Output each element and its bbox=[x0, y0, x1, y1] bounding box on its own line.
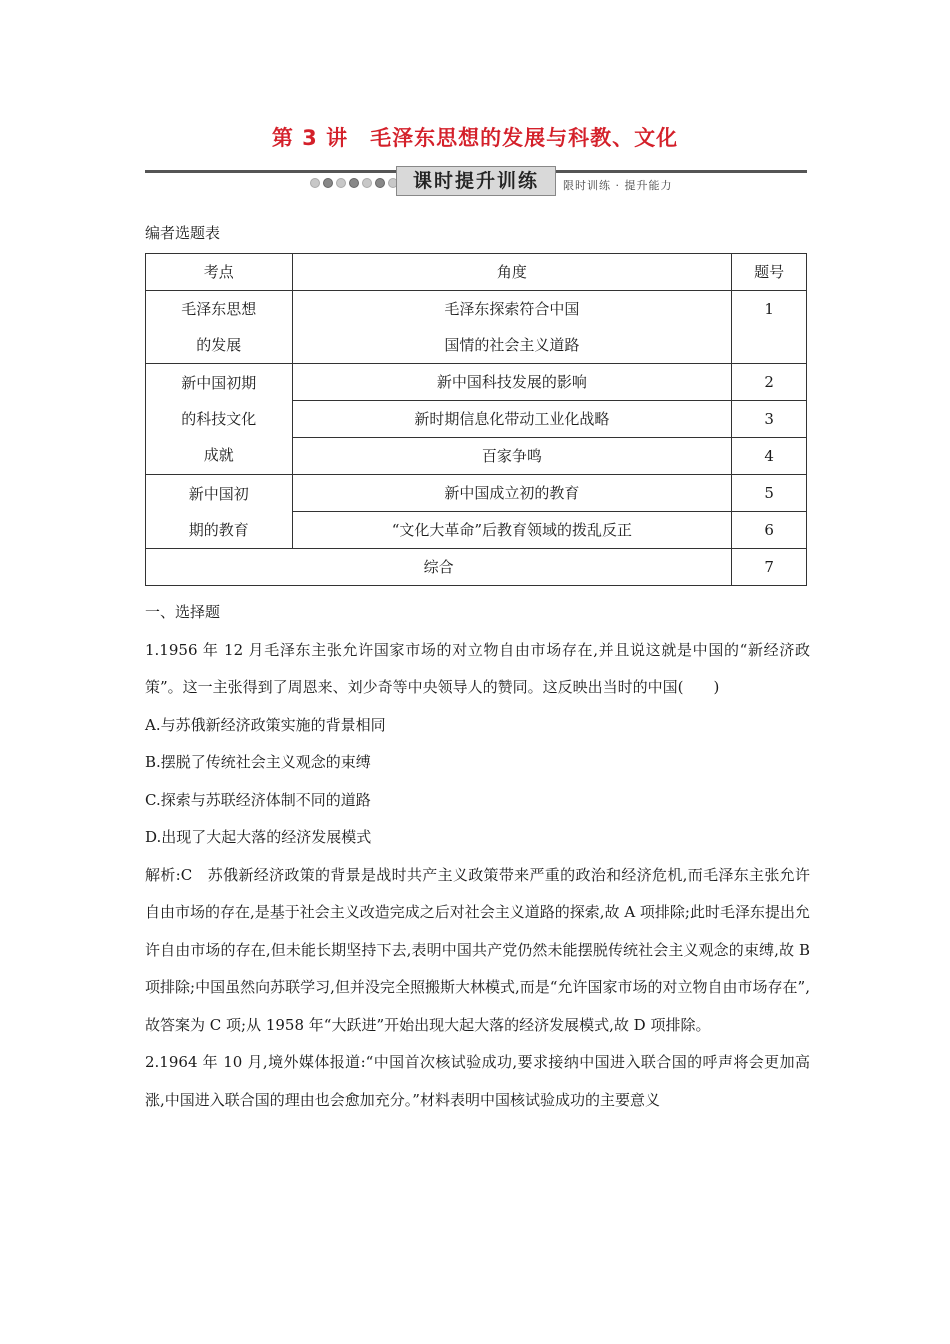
banner-dots-decoration bbox=[310, 178, 398, 188]
topic-cell: 新中国初期 的科技文化 成就 bbox=[146, 364, 293, 475]
question-1-stem: 1.1956 年 12 月毛泽东主张允许国家市场的对立物自由市场存在,并且说这就是中国的“新经济政策”。这一主张得到了周恩来、刘少奇等中央领导人的赞同。这反映出当时的中国( ) bbox=[145, 640, 810, 696]
angle-cell: 新中国科技发展的影响 bbox=[292, 364, 732, 401]
number-cell: 4 bbox=[732, 438, 807, 475]
number-cell: 1 bbox=[732, 291, 807, 364]
table-row bbox=[146, 475, 807, 512]
topic-table bbox=[145, 253, 807, 586]
question-1-analysis: 解析:C 苏俄新经济政策的背景是战时共产主义政策带来严重的政治和经济危机,而毛泽东主张允许自由市场的存在,是基于社会主义改造完成之后对社会主义道路的探索,故 A 项排除;此时毛泽东提出允许自由市场的存在,但未能长期坚持下去,表明中国共产党仍然未能摆脱传统社会主义观念的束缚,故 B 项排除;中国虽然向苏联学习,但并没完全照搬斯大林模式,而是“允许国家市场的对立物自由市场存在”,故答案为 C 项;从 1958 年“大跃进”开始出现大起大落的经济发展模式,故 D 项排除。 bbox=[145, 865, 810, 1034]
question-1-option-a: A.与苏俄新经济政策实施的背景相同 bbox=[145, 715, 386, 734]
banner-title: 课时提升训练 bbox=[396, 166, 556, 196]
header-number: 题号 bbox=[732, 254, 807, 291]
header-angle: 角度 bbox=[292, 254, 732, 291]
page-title: 第 3 讲 毛泽东思想的发展与科教、文化 bbox=[271, 126, 679, 150]
table-row bbox=[146, 291, 807, 364]
section-banner bbox=[145, 166, 807, 198]
topic-cell: 新中国初 期的教育 bbox=[146, 475, 293, 549]
number-cell: 2 bbox=[732, 364, 807, 401]
summary-label: 综合 bbox=[146, 549, 732, 586]
number-cell: 3 bbox=[732, 401, 807, 438]
question-1-option-b: B.摆脱了传统社会主义观念的束缚 bbox=[145, 753, 371, 771]
question-2-stem: 2.1964 年 10 月,境外媒体报道:“中国首次核试验成功,要求接纳中国进入联合国的呼声将会更加高涨,中国进入联合国的理由也会愈加充分。”材料表明中国核试验成功的主要意义 bbox=[145, 1053, 810, 1109]
header-topic: 考点 bbox=[146, 254, 293, 291]
table-row bbox=[146, 364, 807, 401]
section-heading: 一、选择题 bbox=[145, 603, 221, 621]
table-caption: 编者选题表 bbox=[145, 224, 221, 242]
table-header-row bbox=[146, 254, 807, 291]
angle-cell: 新时期信息化带动工业化战略 bbox=[292, 401, 732, 438]
angle-cell: 新中国成立初的教育 bbox=[292, 475, 732, 512]
banner-subtitle: 限时训练 · 提升能力 bbox=[563, 179, 673, 192]
topic-cell: 毛泽东思想 的发展 bbox=[146, 291, 293, 364]
angle-cell: 百家争鸣 bbox=[292, 438, 732, 475]
angle-cell: “文化大革命”后教育领域的拨乱反正 bbox=[292, 512, 732, 549]
question-body bbox=[145, 594, 810, 1119]
question-1-option-d: D.出现了大起大落的经济发展模式 bbox=[145, 828, 372, 846]
table-row-summary bbox=[146, 549, 807, 586]
number-cell: 7 bbox=[732, 549, 807, 586]
number-cell: 5 bbox=[732, 475, 807, 512]
angle-cell: 毛泽东探索符合中国 国情的社会主义道路 bbox=[292, 291, 732, 364]
number-cell: 6 bbox=[732, 512, 807, 549]
question-1-option-c: C.探索与苏联经济体制不同的道路 bbox=[145, 790, 371, 809]
